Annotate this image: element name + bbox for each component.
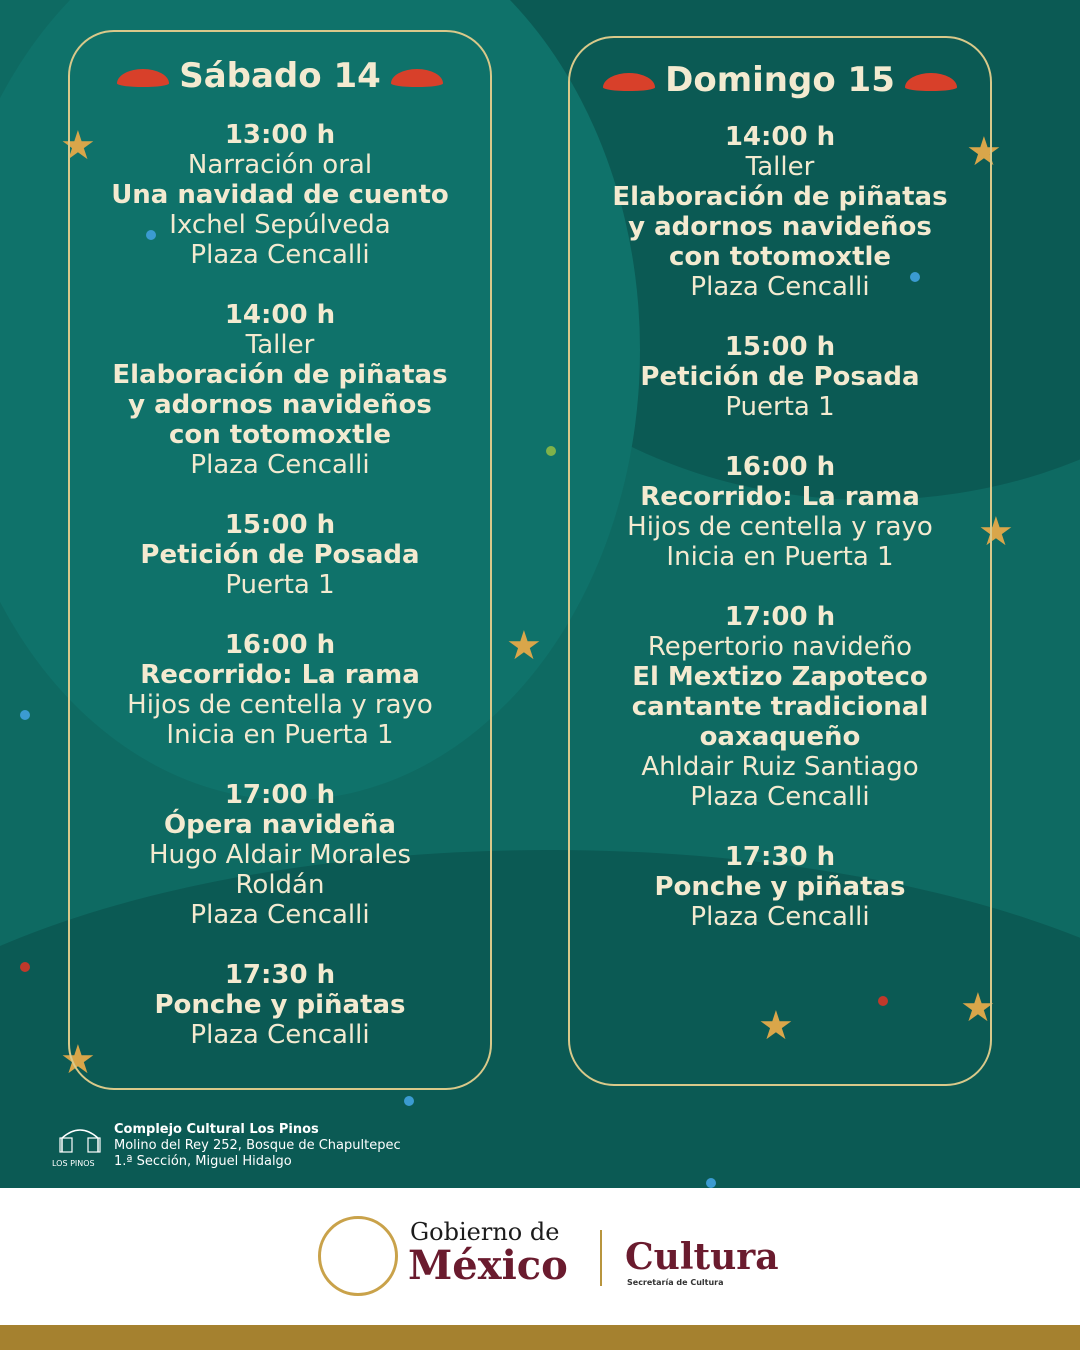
event-performer: Hijos de centella y rayo: [627, 512, 933, 542]
event-time: 17:30 h: [724, 842, 836, 872]
star-icon: ★: [966, 129, 1002, 175]
event-place: Inicia en Puerta 1: [666, 542, 894, 572]
event-type: Taller: [745, 152, 815, 182]
event-item: [70, 300, 490, 480]
event-time: 17:00 h: [724, 602, 836, 632]
star-icon: ★: [960, 985, 996, 1031]
event-name: El Mextizo Zapoteco cantante tradicional oaxaqueño: [631, 662, 929, 752]
event-item: [570, 452, 990, 572]
event-time: 13:00 h: [224, 120, 336, 150]
gold-stripe: [0, 1325, 1080, 1350]
event-time: 16:00 h: [224, 630, 336, 660]
event-place: Puerta 1: [225, 570, 335, 600]
confetti-dot: [404, 1096, 414, 1106]
star-icon: ★: [978, 509, 1014, 555]
star-icon: ★: [758, 1003, 794, 1049]
ribbon-icon: [905, 73, 957, 91]
logo-divider: [600, 1230, 602, 1286]
event-name: Petición de Posada: [640, 362, 920, 392]
ribbon-icon: [603, 73, 655, 91]
event-item: [70, 120, 490, 270]
los-pinos-logo-icon: [52, 1124, 108, 1168]
star-icon: ★: [60, 123, 96, 169]
event-item: [570, 332, 990, 422]
event-item: [70, 630, 490, 750]
event-performer: Ahldair Ruiz Santiago: [641, 752, 919, 782]
event-time: 15:00 h: [724, 332, 836, 362]
event-place: Plaza Cencalli: [190, 900, 370, 930]
event-name: Recorrido: La rama: [140, 660, 420, 690]
event-performer: Hugo Aldair Morales Roldán: [148, 840, 412, 900]
event-performer: Ixchel Sepúlveda: [169, 210, 391, 240]
event-time: 17:00 h: [224, 780, 336, 810]
svg-text:LOS PINOS: LOS PINOS: [52, 1159, 95, 1168]
event-place: Plaza Cencalli: [690, 272, 870, 302]
event-place: Puerta 1: [725, 392, 835, 422]
event-name: Petición de Posada: [140, 540, 420, 570]
ribbon-icon: [391, 69, 443, 87]
event-name: Una navidad de cuento: [111, 180, 449, 210]
saturday-column: [68, 30, 492, 1090]
event-name: Elaboración de piñatas y adornos navideños con totomoxtle: [612, 182, 948, 272]
confetti-dot: [546, 446, 556, 456]
event-name: Recorrido: La rama: [640, 482, 920, 512]
event-performer: Hijos de centella y rayo: [127, 690, 433, 720]
ribbon-icon: [117, 69, 169, 87]
event-time: 15:00 h: [224, 510, 336, 540]
venue-name: Complejo Cultural Los Pinos: [114, 1122, 319, 1137]
gobierno-label: Gobierno de: [410, 1218, 560, 1246]
event-type: Taller: [245, 330, 315, 360]
event-item: [570, 602, 990, 812]
event-type: Repertorio navideño: [647, 632, 913, 662]
event-name: Ponche y piñatas: [154, 990, 406, 1020]
event-item: [70, 510, 490, 600]
venue-address-line1: Molino del Rey 252, Bosque de Chapultepec: [114, 1138, 401, 1153]
mexico-seal-icon: [318, 1216, 398, 1296]
event-item: [570, 842, 990, 932]
event-time: 14:00 h: [724, 122, 836, 152]
event-name: Ópera navideña: [164, 810, 396, 840]
event-place: Plaza Cencalli: [690, 782, 870, 812]
event-item: [570, 122, 990, 302]
star-icon: ★: [60, 1037, 96, 1083]
event-list: [70, 120, 490, 1080]
event-time: 16:00 h: [724, 452, 836, 482]
star-icon: ★: [506, 623, 542, 669]
day-title: Domingo 15: [570, 60, 990, 100]
event-place: Plaza Cencalli: [690, 902, 870, 932]
event-type: Narración oral: [187, 150, 373, 180]
event-item: [70, 780, 490, 930]
cultura-label: Cultura: [625, 1236, 779, 1278]
event-list: [570, 122, 990, 962]
event-place: Plaza Cencalli: [190, 1020, 370, 1050]
event-item: [70, 960, 490, 1050]
event-time: 14:00 h: [224, 300, 336, 330]
sunday-column: [568, 36, 992, 1086]
confetti-dot: [706, 1178, 716, 1188]
confetti-dot: [20, 710, 30, 720]
confetti-dot: [20, 962, 30, 972]
event-name: Ponche y piñatas: [654, 872, 906, 902]
event-place: Plaza Cencalli: [190, 240, 370, 270]
event-name: Elaboración de piñatas y adornos navideños con totomoxtle: [112, 360, 448, 450]
event-place: Inicia en Puerta 1: [166, 720, 394, 750]
mexico-label: México: [408, 1242, 568, 1289]
event-time: 17:30 h: [224, 960, 336, 990]
event-place: Plaza Cencalli: [190, 450, 370, 480]
venue-address-line2: 1.ª Sección, Miguel Hidalgo: [114, 1154, 292, 1169]
cultura-subtitle: Secretaría de Cultura: [627, 1278, 724, 1287]
day-title: Sábado 14: [70, 56, 490, 96]
